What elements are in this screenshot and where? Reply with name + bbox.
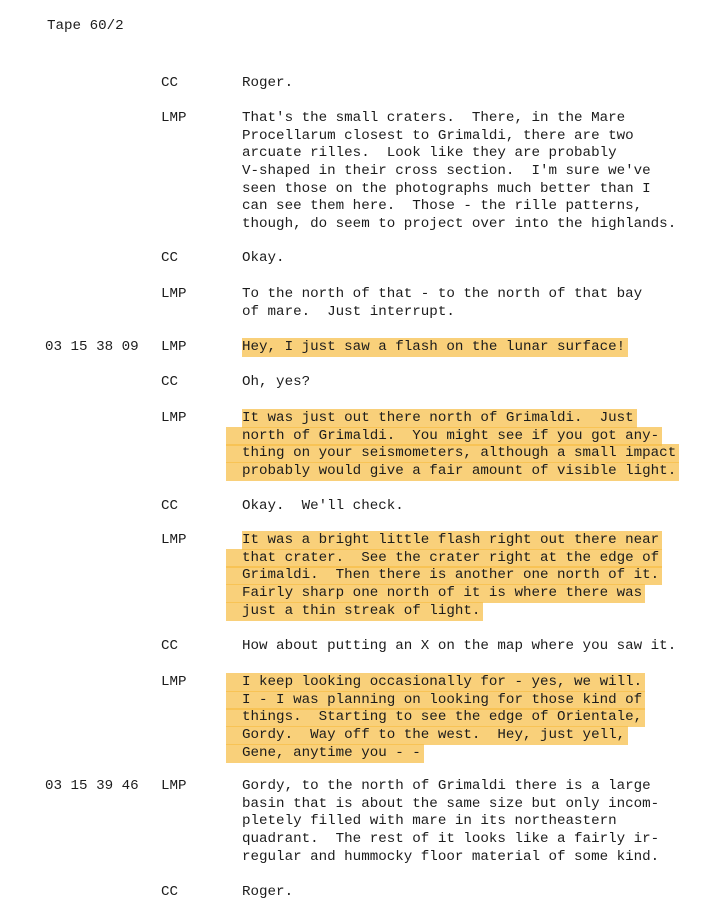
speaker: CC [161, 638, 179, 654]
utterance-line: Okay. We'll check. [242, 498, 404, 514]
highlighted-text: Gordy. Way off to the west. Hey, just yell, [226, 726, 628, 745]
highlighted-text: Hey, I just saw a flash on the lunar surface! [242, 338, 628, 357]
utterance-line: That's the small craters. There, in the Mare [242, 110, 626, 126]
timestamp: 03 15 38 09 [45, 339, 139, 355]
highlighted-text: I keep looking occasionally for - yes, we will. [226, 673, 645, 692]
utterance-line: To the north of that - to the north of that bay [242, 286, 643, 302]
speaker: LMP [161, 532, 187, 548]
highlighted-text: I - I was planning on looking for those kind of [226, 691, 645, 710]
utterance-line [242, 463, 712, 481]
speaker: CC [161, 75, 179, 91]
utterance [242, 110, 712, 234]
highlighted-text: thing on your seismometers, although a small impact [226, 444, 679, 463]
highlighted-text: probably would give a fair amount of visible light. [226, 462, 679, 481]
utterance [242, 532, 712, 620]
utterance-line: can see them here. Those - the rille patterns, [242, 198, 643, 215]
utterance [242, 884, 712, 902]
utterance-line [242, 339, 712, 357]
highlighted-text: Grimaldi. Then there is another one north of it. [226, 566, 662, 585]
utterance [242, 674, 712, 762]
utterance [242, 75, 712, 93]
utterance-line [242, 445, 712, 463]
utterance [242, 250, 712, 268]
utterance-line: quadrant. The rest of it looks like a fairly ir- [242, 831, 660, 848]
utterance-line: Roger. [242, 884, 294, 900]
utterance-line: basin that is about the same size but only incom- [242, 795, 660, 812]
utterance-line [242, 585, 712, 603]
highlighted-text: Gene, anytime you - - [226, 744, 424, 763]
utterance [242, 778, 712, 866]
utterance [242, 286, 712, 321]
utterance-line [242, 709, 712, 727]
utterance-line [242, 727, 712, 745]
utterance-line: Gordy, to the north of Grimaldi there is a large [242, 778, 651, 794]
utterance [242, 498, 712, 516]
speaker: LMP [161, 674, 187, 690]
speaker: CC [161, 374, 179, 390]
highlighted-text: things. Starting to see the edge of Orientale, [226, 708, 645, 727]
utterance-line: Roger. [242, 75, 294, 91]
utterance-line: Oh, yes? [242, 374, 311, 390]
utterance-line [242, 532, 712, 550]
utterance-line [242, 428, 712, 446]
utterance-line: seen those on the photographs much better than I [242, 180, 651, 197]
utterance-line [242, 550, 712, 568]
highlighted-text: It was a bright little flash right out there near [242, 531, 662, 550]
highlighted-text: It was just out there north of Grimaldi. Just [242, 409, 637, 428]
speaker: CC [161, 498, 179, 514]
utterance-line: though, do seem to project over into the highlands. [242, 216, 677, 233]
highlighted-text: north of Grimaldi. You might see if you got any- [226, 427, 662, 446]
speaker: LMP [161, 110, 187, 126]
utterance-line: arcuate rilles. Look like they are probably [242, 145, 617, 162]
timestamp: 03 15 39 46 [45, 778, 139, 794]
utterance [242, 638, 712, 656]
utterance-line: regular and hummocky floor material of some kind. [242, 848, 660, 865]
speaker: CC [161, 884, 179, 900]
speaker: LMP [161, 778, 187, 794]
utterance-line: How about putting an X on the map where you saw it. [242, 638, 677, 654]
utterance-line [242, 603, 712, 621]
utterance [242, 374, 712, 392]
utterance-line [242, 410, 712, 428]
utterance-line [242, 674, 712, 692]
highlighted-text: Fairly sharp one north of it is where there was [226, 584, 645, 603]
speaker: LMP [161, 410, 187, 426]
utterance-line: of mare. Just interrupt. [242, 303, 455, 320]
utterance-line [242, 567, 712, 585]
speaker: LMP [161, 286, 187, 302]
utterance-line: V-shaped in their cross section. I'm sure we've [242, 163, 651, 180]
utterance [242, 410, 712, 481]
utterance-line [242, 692, 712, 710]
utterance-line: Procellarum closest to Grimaldi, there are two [242, 127, 634, 144]
speaker: CC [161, 250, 179, 266]
utterance-line: Okay. [242, 250, 285, 266]
highlighted-text: that crater. See the crater right at the edge of [226, 549, 662, 568]
highlighted-text: just a thin streak of light. [226, 602, 483, 621]
tape-label: Tape 60/2 [47, 18, 124, 34]
utterance-line: pletely filled with mare in its northeastern [242, 813, 617, 830]
utterance-line [242, 745, 712, 763]
utterance [242, 339, 712, 357]
speaker: LMP [161, 339, 187, 355]
